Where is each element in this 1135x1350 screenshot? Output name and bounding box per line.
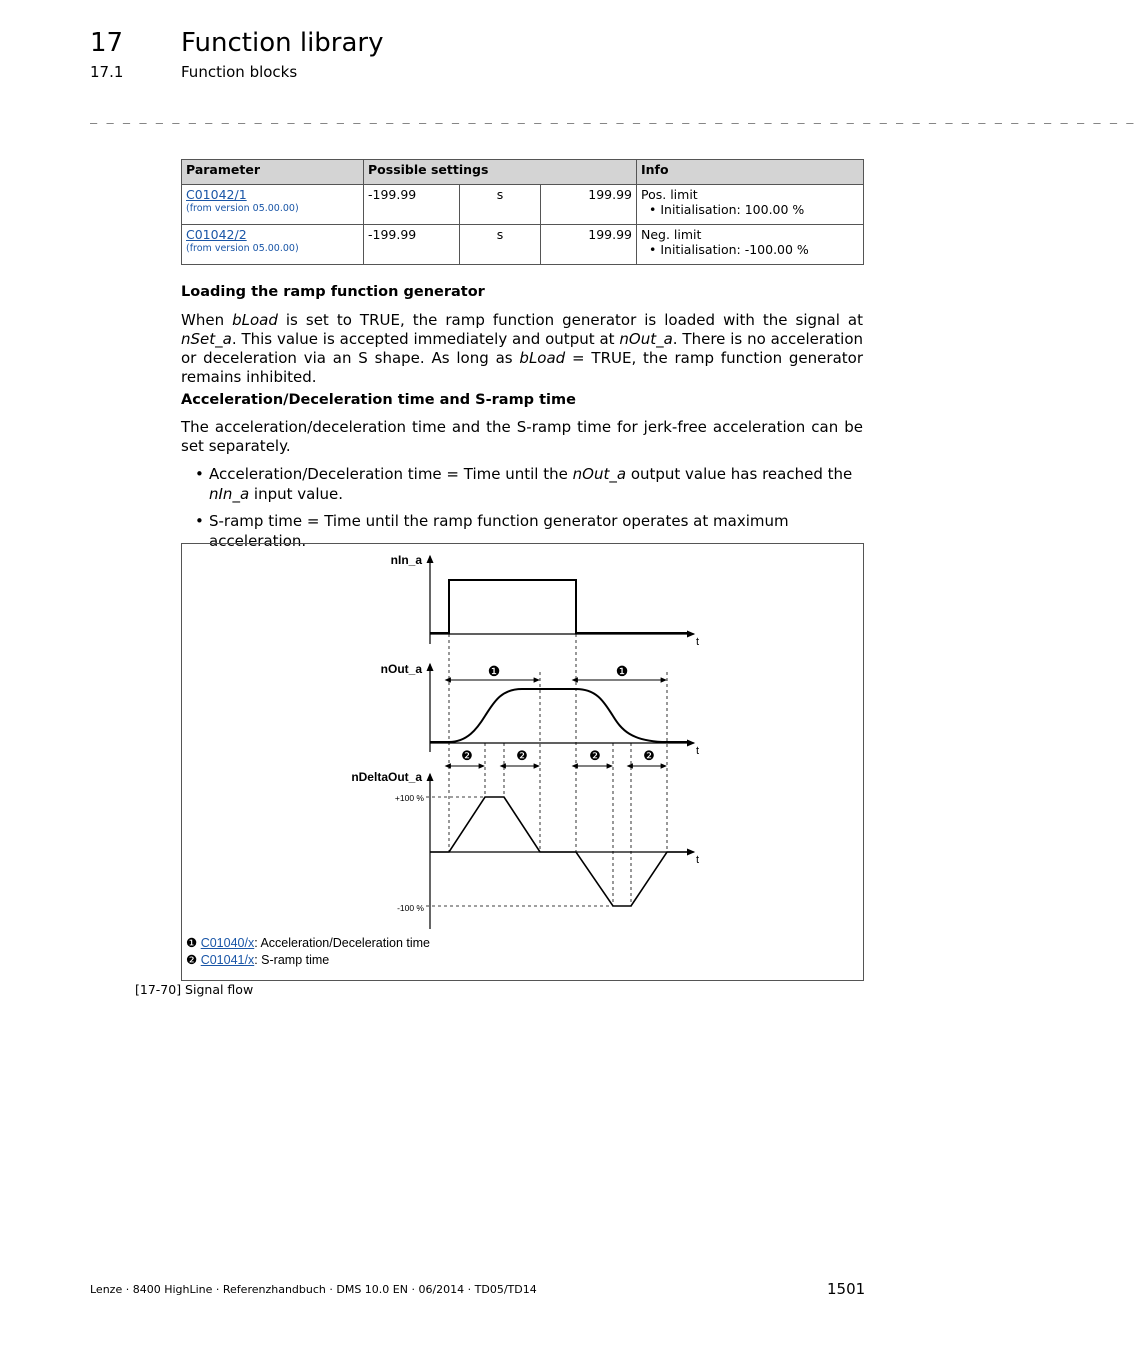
param-version: (from version 05.00.00) [186,243,299,254]
header-parameter: Parameter [182,160,364,185]
signal-name: nOut_a [619,330,673,348]
section-heading-ramp: Acceleration/Deceleration time and S-ramp time [181,392,576,408]
axis-label-nout: nOut_a [380,662,422,676]
min-cell: -199.99 [364,185,460,225]
signal-flow-figure [181,543,864,981]
param-link[interactable]: C01042/2 [186,227,247,242]
legend-text: : S-ramp time [254,953,330,967]
list-item-text [195,464,863,504]
marker-2: ❷ [589,748,601,763]
bullet-glyph: • [195,512,204,530]
info-text: Pos. limit [641,187,698,202]
min-cell: -199.99 [364,225,460,265]
text-run: . This value is accepted immediately and output at [231,330,620,348]
ndelta-t-label: t [696,854,700,866]
signal-name: nIn_a [209,485,250,503]
legend-marker-2: ❷ [186,953,198,967]
info-cell [637,225,864,265]
list-item [195,464,863,504]
header-info: Info [637,160,864,185]
signal-name: bLoad [232,311,278,329]
legend-text: : Acceleration/Deceleration time [254,936,430,950]
section-paragraph-loading [181,311,863,387]
axis-label-nin: nIn_a [390,553,422,567]
figure-caption: [17-70] Signal flow [135,982,254,997]
table-header-row [182,160,864,185]
signal-name: bLoad [519,349,566,367]
chapter-title: Function library [181,28,384,58]
info-bullet: • Initialisation: -100.00 % [649,242,809,257]
header-possible-settings: Possible settings [364,160,637,185]
marker-2: ❷ [643,748,655,763]
marker-2: ❷ [516,748,528,763]
signal-name: nSet_a [181,330,232,348]
marker-1: ❶ [615,663,629,679]
text-run: When [181,311,233,329]
section-title: Function blocks [181,63,298,81]
legend-link-c01041[interactable]: C01041/x [200,953,255,967]
marker-1: ❶ [487,663,501,679]
param-cell [182,225,364,265]
timing-guides [449,634,667,906]
minus-100-label: -100 % [397,903,424,913]
nin-t-label: t [696,636,700,648]
list-item-text: S-ramp time = Time until the ramp function generator operates at maximum acceleration. [209,512,789,550]
chapter-number: 17 [90,28,124,58]
text-run: . There is no acceleration or deceleration via an S shape. As long as [181,330,864,367]
section-paragraph-ramp: The acceleration/deceleration time and the S-ramp time for jerk-free acceleration can be set separately. [181,418,863,455]
text-run: Acceleration/Deceleration time = Time until the [209,465,573,483]
max-cell: 199.99 [541,185,637,225]
signal-name: nOut_a [572,465,627,483]
legend-marker-1: ❶ [186,936,198,950]
legend-link-c01040[interactable]: C01040/x [200,936,255,950]
text-run: input value. [249,485,344,503]
nout-signal [430,689,690,742]
axis-label-ndelta: nDeltaOut_a [351,770,422,784]
unit-cell: s [460,185,541,225]
max-cell: 199.99 [541,225,637,265]
param-version: (from version 05.00.00) [186,203,299,214]
nout-t-label: t [696,745,700,757]
info-cell [637,185,864,225]
marker-2: ❷ [461,748,473,763]
plus-100-label: +100 % [394,793,424,803]
header-divider: _ _ _ _ _ _ _ _ _ _ _ _ _ _ _ _ _ _ _ _ _ _ _ _ _ _ _ _ _ _ _ _ _ _ _ _ _ _ _ _ _ _ _ _ _ _ _ _ _ _ _ _ _ _ _ _ _ _ _ _ _ _ _ _ [90,110,1135,124]
text-run: is set to TRUE, the ramp function generator is loaded with the signal at [277,311,864,329]
text-run: output value has reached the [626,465,853,483]
bullet-glyph: • [195,465,204,483]
param-cell [182,185,364,225]
footer-text: Lenze · 8400 HighLine · Referenzhandbuch · DMS 10.0 EN · 06/2014 · TD05/TD14 [90,1283,537,1296]
parameter-table [181,159,864,265]
table-row [182,225,864,265]
page-number: 1501 [827,1280,866,1298]
table-row [182,185,864,225]
param-link[interactable]: C01042/1 [186,187,247,202]
section-number: 17.1 [90,63,124,81]
legend-item [186,952,430,969]
text-run: = TRUE, the ramp function generator remains inhibited. [181,349,863,386]
figure-legend [186,935,430,969]
info-text: Neg. limit [641,227,702,242]
signal-flow-diagram [182,544,863,980]
legend-item [186,935,430,952]
unit-cell: s [460,225,541,265]
section-heading-loading: Loading the ramp function generator [181,284,485,300]
info-bullet: • Initialisation: 100.00 % [649,202,805,217]
nin-signal [430,580,690,633]
